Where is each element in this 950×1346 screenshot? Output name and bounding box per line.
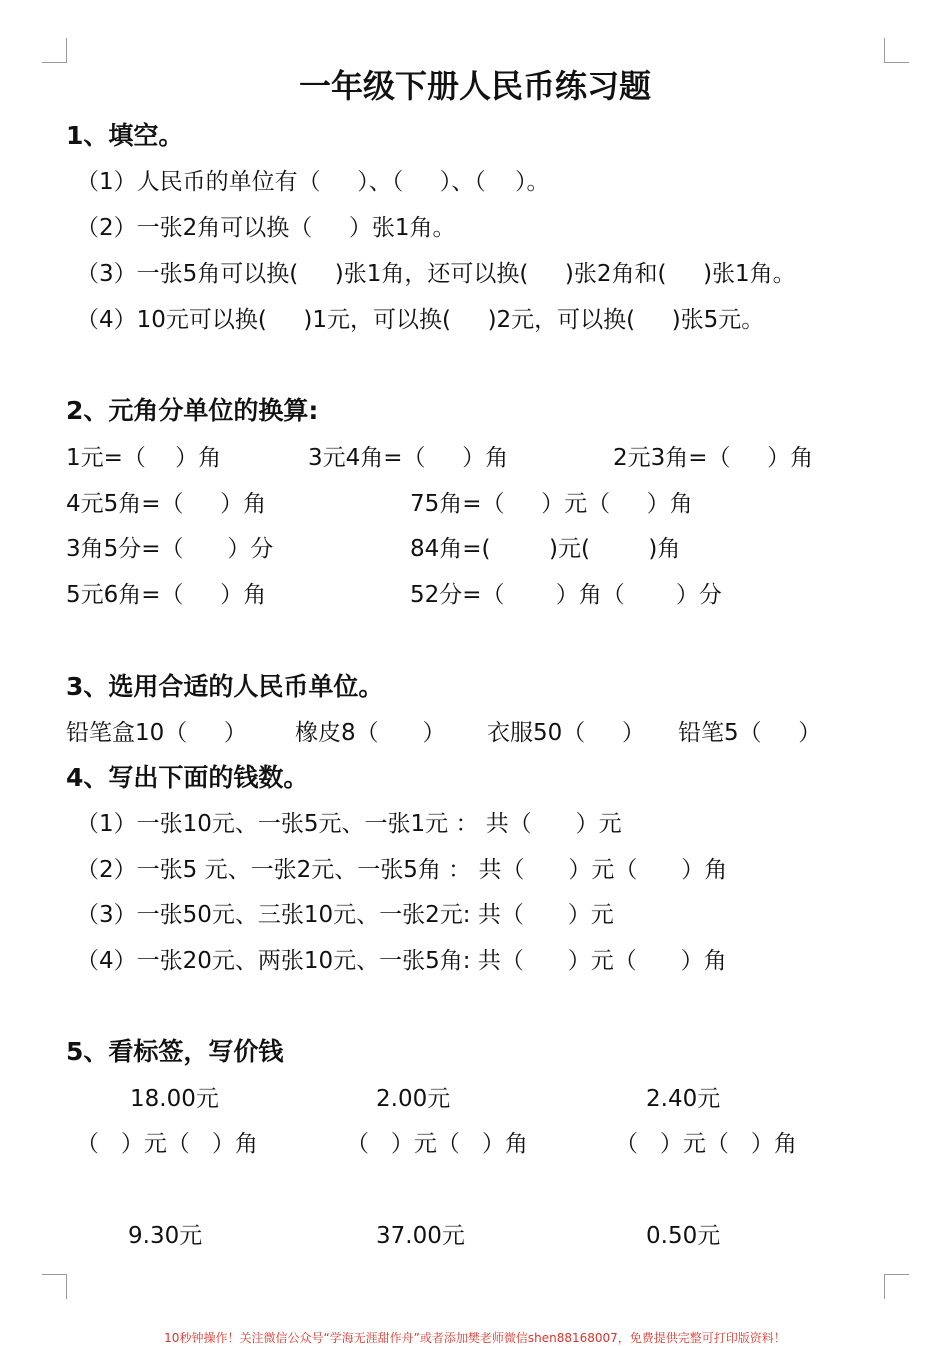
corner-mark-bottom-left — [42, 1274, 67, 1299]
unit-choice-item: 橡皮8（ ） — [295, 720, 446, 746]
section-3-heading: 3、选用合适的人民币单位。 — [66, 672, 384, 701]
corner-mark-top-right — [884, 38, 909, 63]
money-count-item: （2）一张5 元、一张2元、一张5角 ： 共（ ）元（ ）角 — [76, 857, 728, 883]
section-1-item: （4）10元可以换( )1元，可以换( )2元，可以换( )张5元。 — [76, 307, 765, 333]
section-1-item: （2）一张2角可以换（ ）张1角。 — [76, 215, 456, 241]
section-2-heading: 2、元角分单位的换算: — [66, 396, 319, 425]
money-count-item: （1）一张10元、一张5元、一张1元 ： 共（ ）元 — [76, 811, 622, 837]
price-label: 37.00元 — [376, 1223, 465, 1249]
conversion-item: 1元=（ ）角 — [66, 445, 222, 471]
section-1-heading: 1、填空。 — [66, 121, 184, 150]
unit-choice-item: 铅笔盒10（ ） — [66, 720, 247, 746]
price-label: 0.50元 — [646, 1223, 721, 1249]
section-1-item: （3）一张5角可以换( )张1角，还可以换( )张2角和( )张1角。 — [76, 261, 796, 287]
conversion-item: 3元4角=（ ）角 — [308, 445, 509, 471]
page-title: 一年级下册人民币练习题 — [298, 67, 651, 105]
price-label: 9.30元 — [128, 1223, 203, 1249]
section-1-item: （1）人民币的单位有（ ）、（ ）、（ ）。 — [76, 169, 550, 195]
money-count-item: （3）一张50元、三张10元、一张2元: 共（ ）元 — [76, 902, 614, 928]
price-label: 18.00元 — [130, 1086, 219, 1112]
conversion-item: 4元5角=（ ）角 — [66, 491, 267, 517]
corner-mark-bottom-right — [884, 1274, 909, 1299]
price-label: 2.40元 — [646, 1086, 721, 1112]
conversion-item: 3角5分=（ ）分 — [66, 536, 274, 562]
price-answer-blank: （ ）元（ ）角 — [346, 1131, 528, 1157]
unit-choice-item: 铅笔5（ ） — [678, 720, 822, 746]
conversion-item: 52分=（ ）角（ ）分 — [410, 582, 722, 608]
corner-mark-top-left — [42, 38, 67, 63]
conversion-item: 5元6角=（ ）角 — [66, 582, 267, 608]
conversion-item: 2元3角=（ ）角 — [613, 445, 814, 471]
conversion-item: 75角=（ ）元（ ）角 — [410, 491, 693, 517]
price-answer-blank: （ ）元（ ）角 — [615, 1131, 797, 1157]
section-4-heading: 4、写出下面的钱数。 — [66, 763, 309, 792]
price-label: 2.00元 — [376, 1086, 451, 1112]
footer-promo-text: 10秒钟操作！关注微信公众号“学海无涯甜作舟”或者添加樊老师微信shen88168007，免费提供完整可打印版资料！ — [164, 1331, 786, 1345]
section-5-heading: 5、看标签，写价钱 — [66, 1037, 284, 1066]
money-count-item: （4）一张20元、两张10元、一张5角: 共（ ）元（ ）角 — [76, 948, 727, 974]
conversion-item: 84角=( )元( )角 — [410, 536, 681, 562]
price-answer-blank: （ ）元（ ）角 — [76, 1131, 258, 1157]
unit-choice-item: 衣服50（ ） — [487, 720, 645, 746]
